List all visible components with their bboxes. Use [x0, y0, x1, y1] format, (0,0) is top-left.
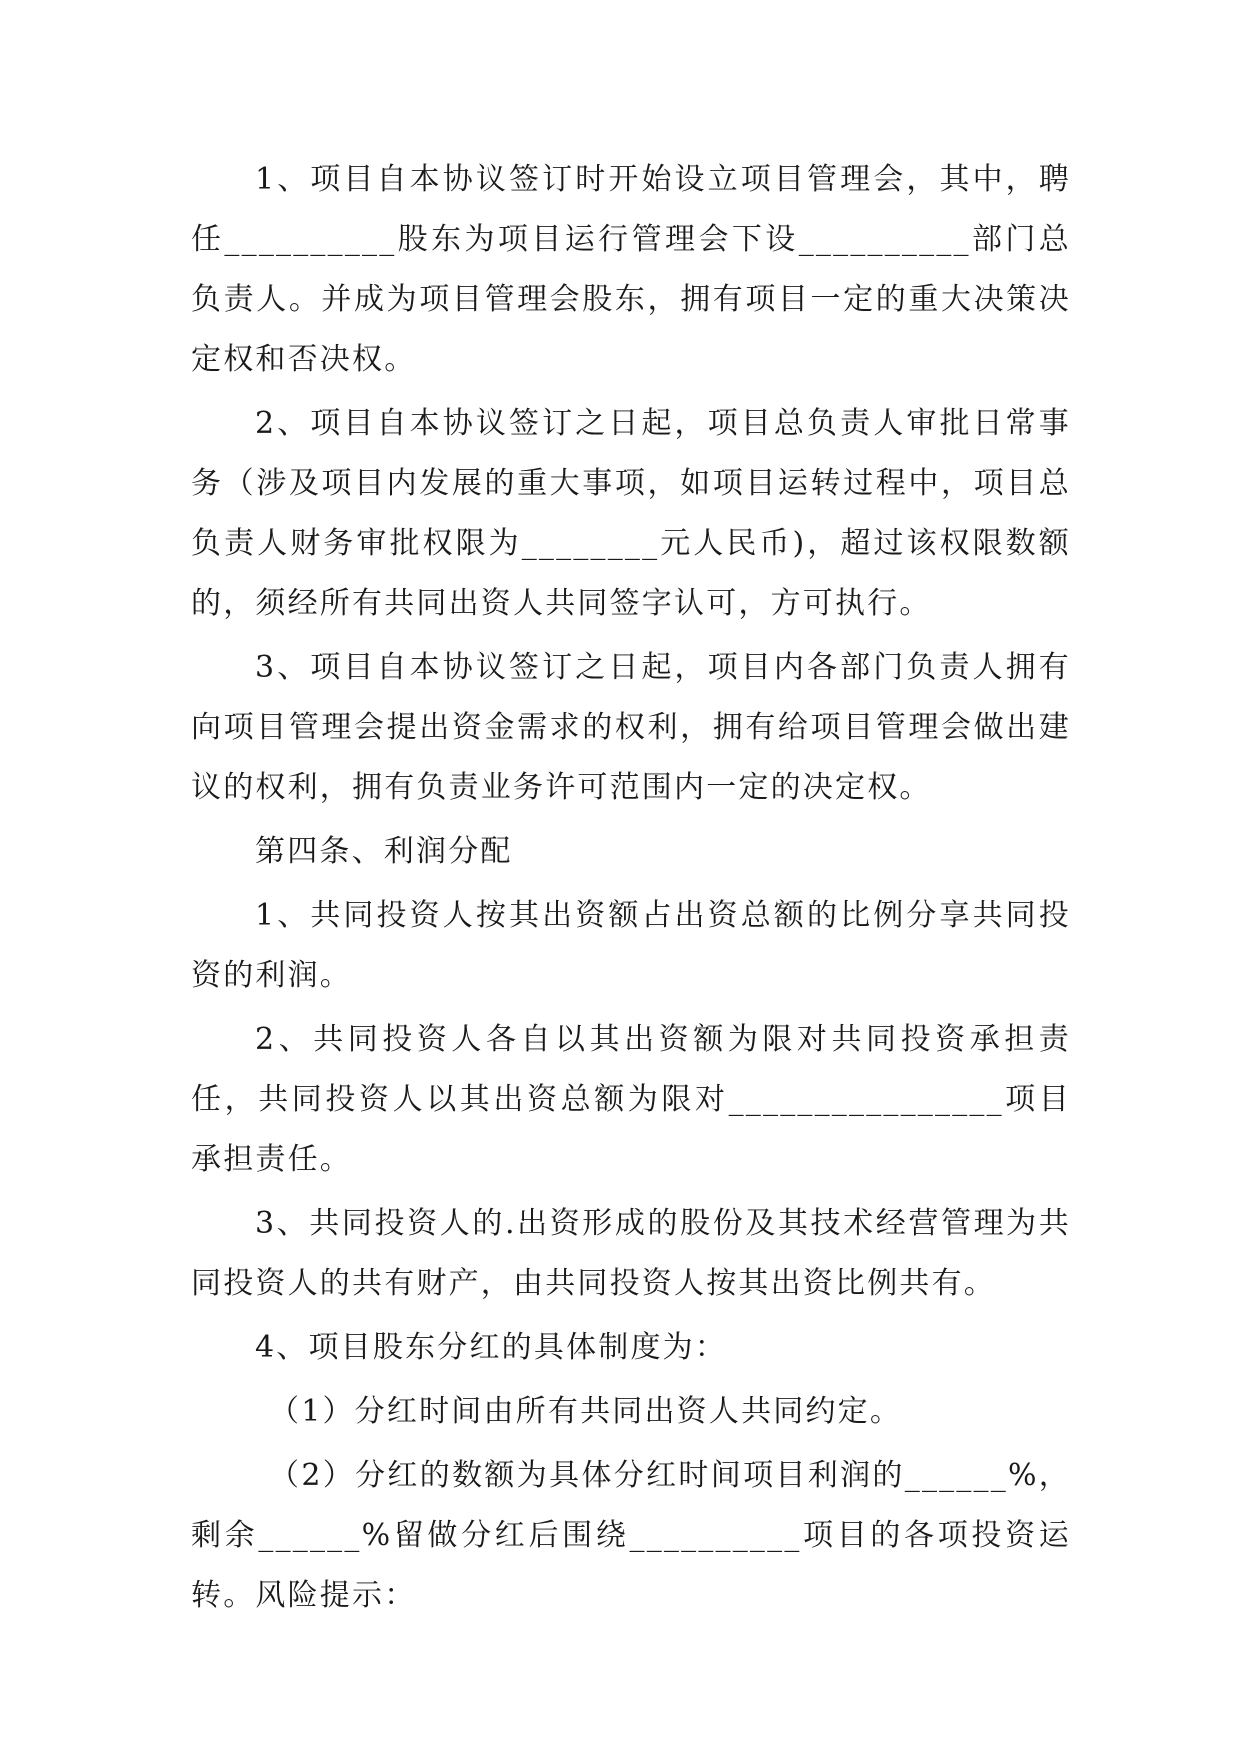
clause-4-item-4-sub-1: （1）分红时间由所有共同出资人共同约定。 [269, 1394, 903, 1429]
clause-4-item-4: 4、项目股东分红的具体制度为： [255, 1330, 728, 1365]
clause-3-item-3: 3、项目自本协议签订之日起，项目内各部门负责人拥有向项目管理会提出资金需求的权利，拥有给项目管理会做出建议的权利，拥有负责业务许可范围内一定的决定权。 [191, 650, 1071, 805]
clause-4-item-1: 1、共同投资人按其出资额占出资总额的比例分享共同投资的利润。 [191, 898, 1071, 993]
clause-4-item-4-sub-2: （2）分红的数额为具体分红时间项目利润的______%，剩余______%留做分红后围绕__________项目的各项投资运转。风险提示： [191, 1458, 1071, 1613]
clause-4-item-3: 3、共同投资人的.出资形成的股份及其技术经营管理为共同投资人的共有财产，由共同投资人按其出资比例共有。 [191, 1206, 1071, 1301]
clause-3-item-2: 2、项目自本协议签订之日起，项目总负责人审批日常事务（涉及项目内发展的重大事项，如项目运转过程中，项目总负责人财务审批权限为________元人民币)，超过该权限数额的，须经所有共同出资人共同签字认可，方可执行。 [191, 406, 1071, 621]
section-heading-article-4: 第四条、利润分配 [255, 834, 513, 869]
clause-4-item-2: 2、共同投资人各自以其出资额为限对共同投资承担责任，共同投资人以其出资总额为限对________________项目承担责任。 [191, 1022, 1071, 1177]
document-page [191, 150, 1071, 1630]
clause-3-item-1: 1、项目自本协议签订时开始设立项目管理会，其中，聘任__________股东为项目运行管理会下设__________部门总负责人。并成为项目管理会股东，拥有项目一定的重大决策决定权和否决权。 [191, 162, 1071, 377]
